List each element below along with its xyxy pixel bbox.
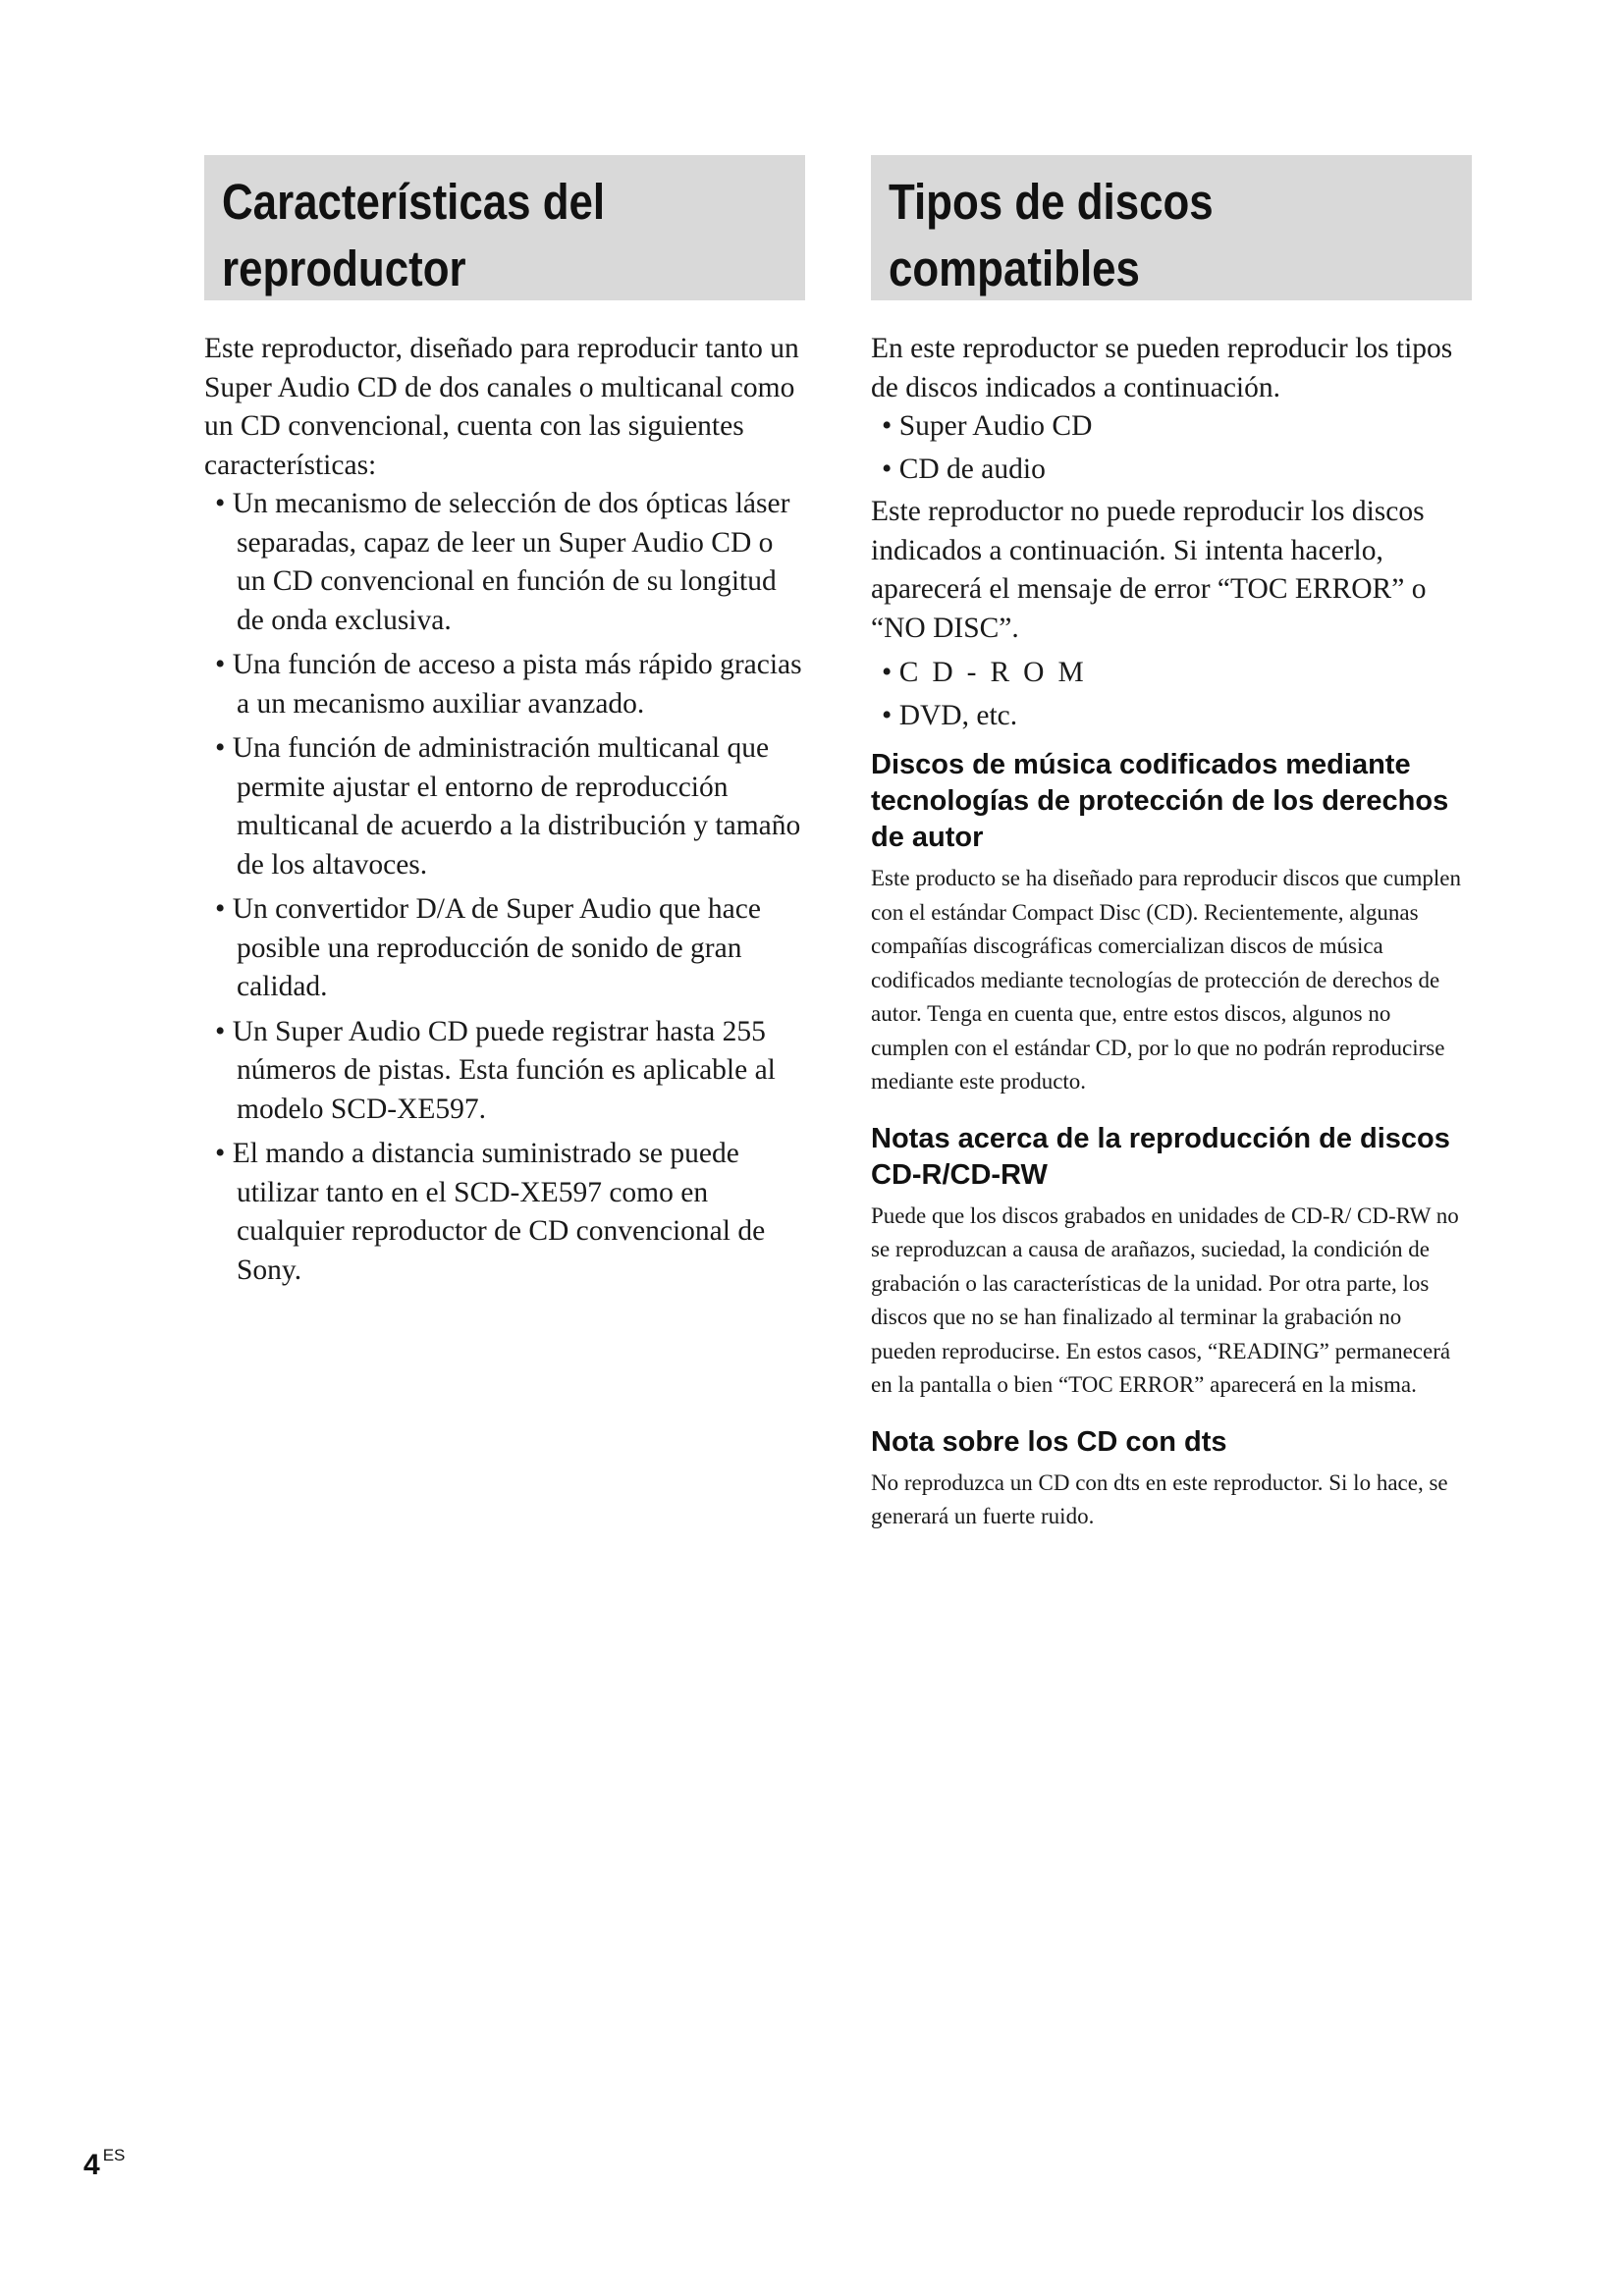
subsection-heading: Notas acerca de la reproducción de discos CD-R/CD-RW	[871, 1122, 1450, 1191]
page-number-value: 4	[83, 2149, 100, 2181]
title-line-1: Características del	[222, 174, 606, 230]
cdrom-label: CD-ROM	[898, 657, 1098, 688]
list-item	[871, 654, 1472, 693]
subsection-text: Puede que los discos grabados en unidades de CD-R/ CD-RW no se reproduzcan a causa de arañazos, suciedad, la condición de grabación o las características de la unidad. Por otra parte, los discos que no se han finalizado al terminar la grabación no pueden reproducirse. En estos casos, “READING” permanecerá en la pantalla o bien “TOC ERROR” aparecerá en la misma.	[871, 1202, 1459, 1397]
subsection-text: No reproduzca un CD con dts en este reproductor. Si lo hace, se generará un fuerte ruido.	[871, 1469, 1448, 1528]
section-title-box	[871, 155, 1472, 300]
list-item: • Super Audio CD	[871, 407, 1472, 447]
subsection-heading: Discos de música codificados mediante tecnologías de protección de los derechos de autor	[871, 749, 1449, 853]
list-item: • Una función de administración multicanal que permite ajustar el entorno de reproducción multicanal de acuerdo a la distribución y tamaño de los altavoces.	[204, 729, 805, 884]
list-item: • CD de audio	[871, 451, 1472, 490]
list-item: • Un Super Audio CD puede registrar hasta 255 números de pistas. Esta función es aplicable al modelo SCD-XE597.	[204, 1013, 805, 1130]
list-item: • El mando a distancia suministrado se puede utilizar tanto en el SCD-XE597 como en cualquier reproductor de CD convencional de Sony.	[204, 1135, 805, 1290]
not-playable-paragraph: Este reproductor no puede reproducir los discos indicados a continuación. Si intenta hacerlo, aparecerá el mensaje de error “TOC ERROR” o “NO DISC”.	[871, 496, 1427, 644]
list-item: • Un mecanismo de selección de dos ópticas láser separadas, capaz de leer un Super Audio CD o un CD convencional en función de su longitud de onda exclusiva.	[204, 485, 805, 640]
intro-paragraph: En este reproductor se pueden reproducir los tipos de discos indicados a continuación.	[871, 333, 1453, 403]
title-line-1: Tipos de discos	[889, 174, 1214, 230]
subsection-heading: Nota sobre los CD con dts	[871, 1425, 1227, 1458]
intro-paragraph: Este reproductor, diseñado para reproducir tanto un Super Audio CD de dos canales o multicanal como un CD convencional, cuenta con las siguientes características:	[204, 333, 799, 481]
section-title-box	[204, 155, 805, 300]
playable-list	[871, 407, 1472, 489]
list-item: • Una función de acceso a pista más rápido gracias a un mecanismo auxiliar avanzado.	[204, 646, 805, 723]
right-column	[871, 155, 1472, 1534]
page-number	[83, 2146, 125, 2182]
subsection-text: Este producto se ha diseñado para reproducir discos que cumplen con el estándar Compact Disc (CD). Recientemente, algunas compañías discográficas comercializan discos de música codificados mediante tecnologías de protección de derechos de autor. Tenga en cuenta que, entre estos discos, algunos no cumplen con el estándar CD, por lo que no podrán reproducirse mediante este producto.	[871, 866, 1461, 1094]
not-playable-list	[871, 654, 1472, 735]
list-item: • DVD, etc.	[871, 697, 1472, 736]
title-line-2: reproductor	[222, 240, 466, 296]
title-line-2: compatibles	[889, 240, 1140, 296]
list-item: • Un convertidor D/A de Super Audio que hace posible una reproducción de sonido de gran calidad.	[204, 890, 805, 1007]
section-title	[889, 169, 1471, 302]
features-list	[204, 485, 805, 1290]
page-language-suffix: ES	[102, 2146, 126, 2164]
left-column	[204, 155, 805, 1296]
section-title	[222, 169, 804, 302]
